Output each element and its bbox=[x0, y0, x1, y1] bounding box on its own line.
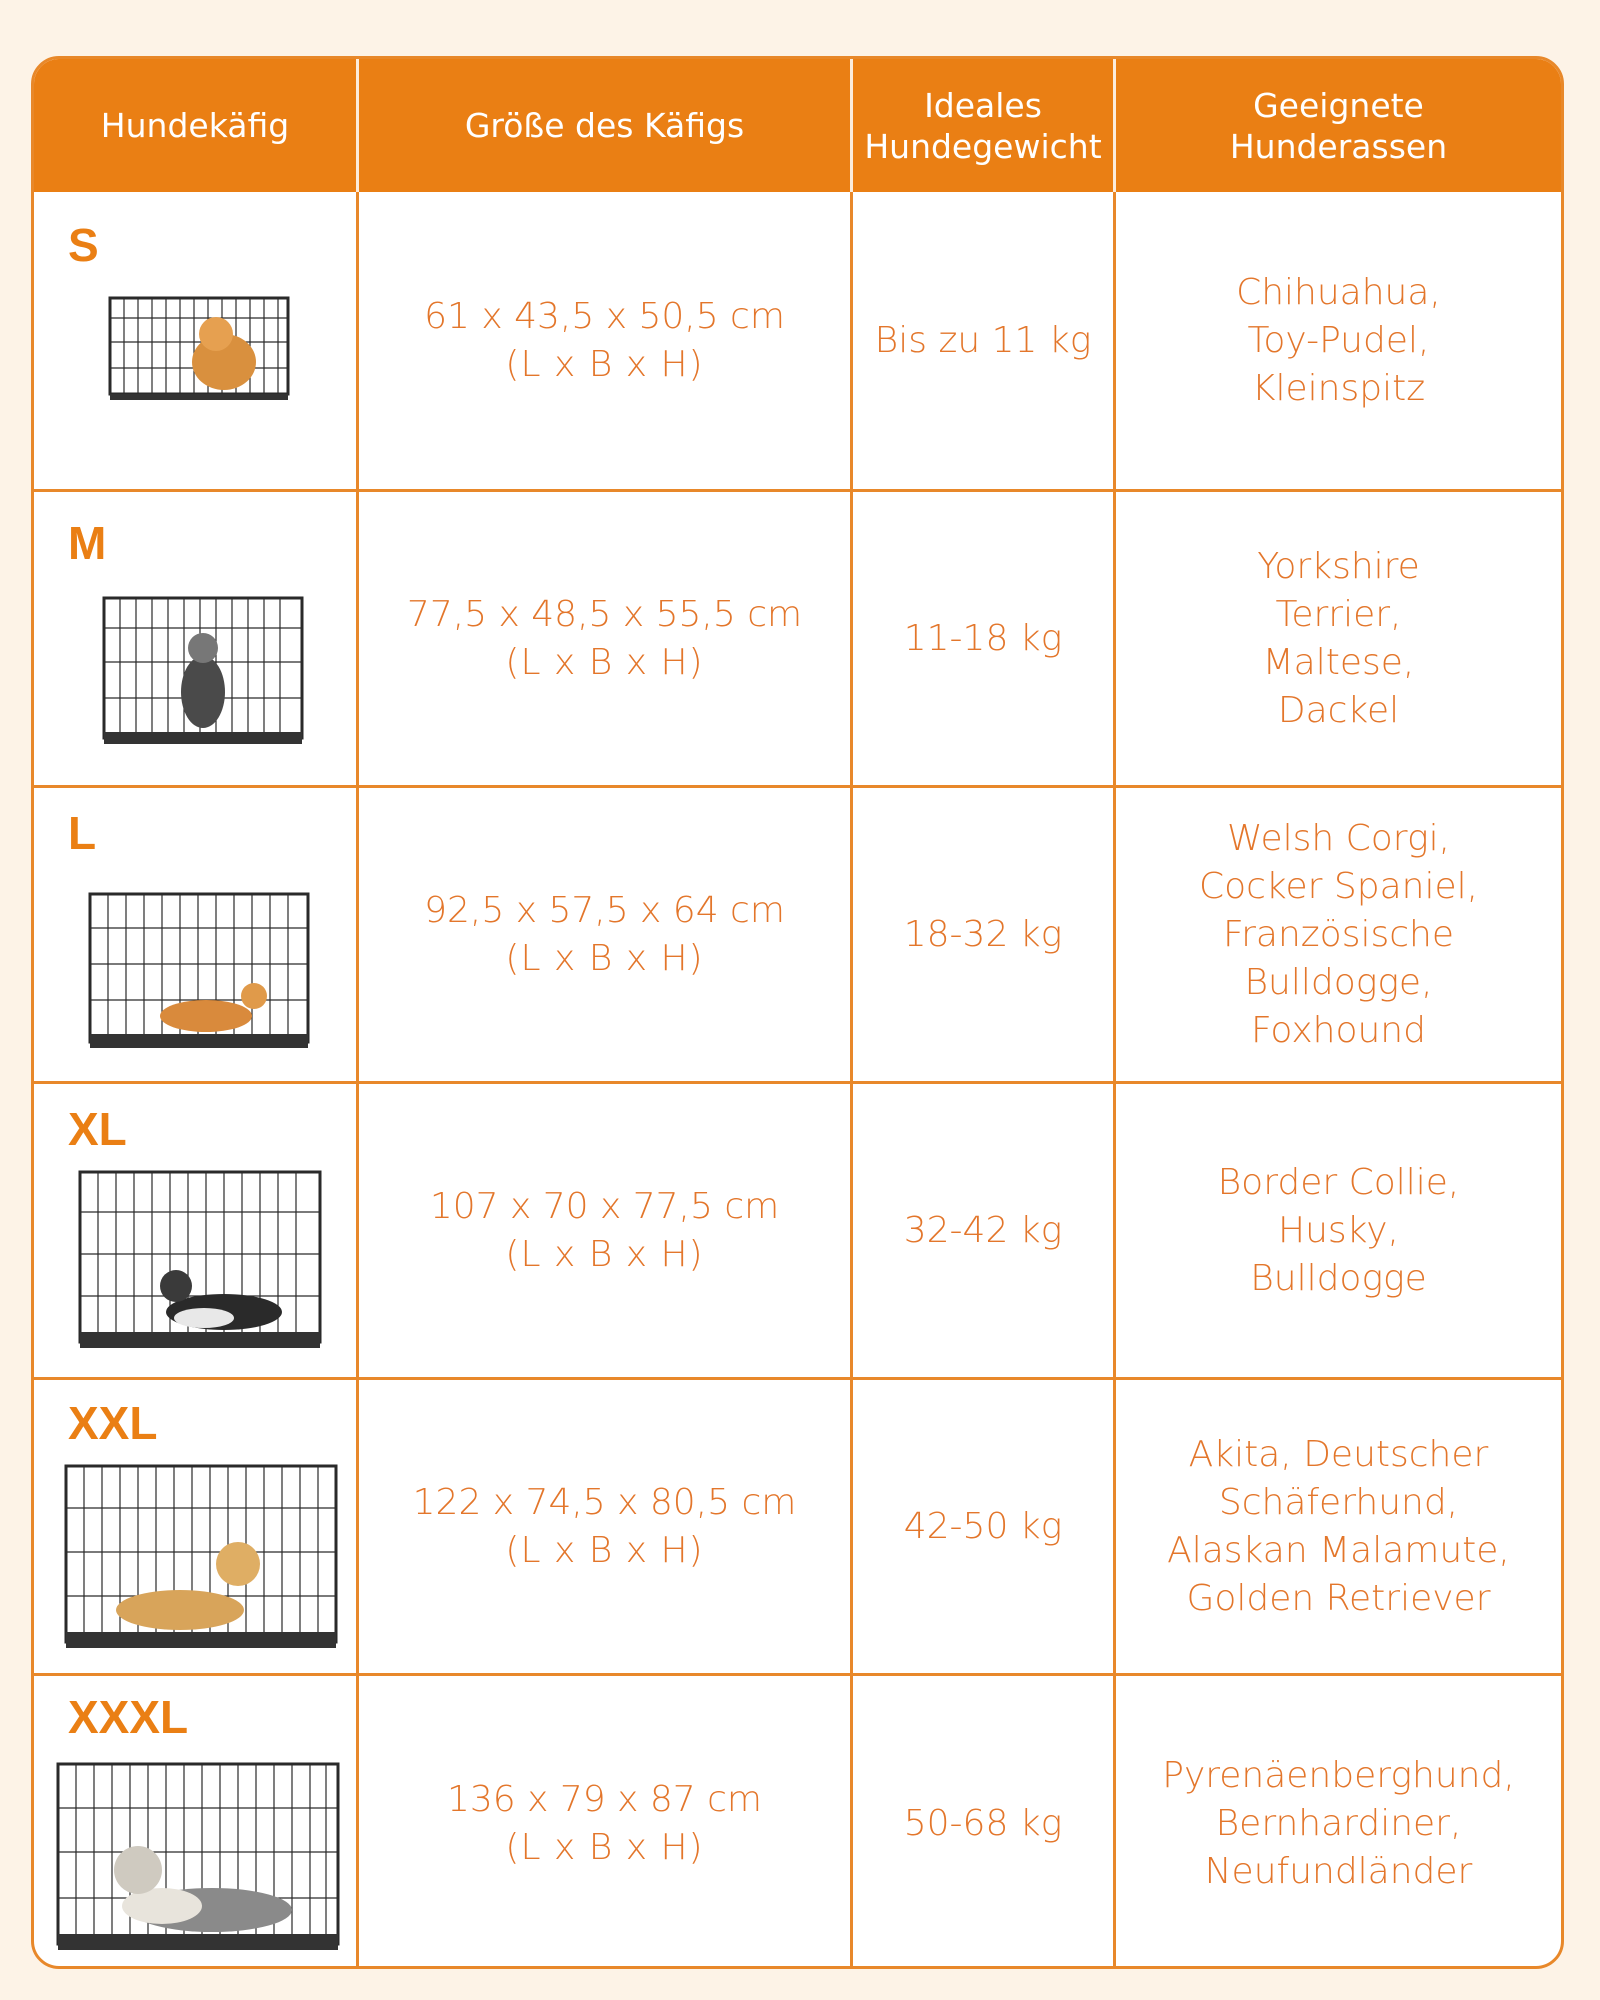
weight-cell: Bis zu 11 kg bbox=[874, 319, 1092, 361]
dimension-unit: (L x B x H) bbox=[505, 641, 704, 683]
header-cage: Hundekäfig bbox=[100, 106, 290, 145]
cage-schnauzer-icon bbox=[98, 592, 308, 756]
size-label: XL bbox=[68, 1103, 127, 1155]
size-label: XXXL bbox=[68, 1691, 189, 1743]
header-dog-breeds: Geeignete Hunderassen bbox=[1229, 85, 1448, 166]
dimension-unit: (L x B x H) bbox=[505, 937, 704, 979]
cage-size-cell bbox=[359, 192, 850, 489]
cage-dimensions: 77,5 x 48,5 x 55,5 cm bbox=[406, 593, 803, 635]
cage-corgi-icon bbox=[84, 888, 314, 1060]
cage-dimensions: 61 x 43,5 x 50,5 cm bbox=[424, 295, 785, 337]
breeds-cell: Chihuahua, Toy-Pudel, Kleinspitz bbox=[1236, 271, 1441, 409]
table-row bbox=[34, 788, 1561, 1081]
cage-size-cell bbox=[359, 492, 850, 785]
breeds-cell: Pyrenäenberghund, Bernhardiner, Neufundländer bbox=[1162, 1755, 1515, 1892]
size-table bbox=[31, 56, 1564, 1969]
cage-size-cell bbox=[359, 1676, 850, 1969]
weight-cell: 11-18 kg bbox=[903, 617, 1063, 659]
header-cage-size: Größe des Käfigs bbox=[464, 106, 745, 145]
breeds-cell: Welsh Corgi, Cocker Spaniel, Französische Bulldogge, Foxhound bbox=[1198, 817, 1479, 1051]
dimension-unit: (L x B x H) bbox=[505, 1233, 704, 1275]
weight-cell: 32-42 kg bbox=[903, 1209, 1063, 1251]
header-divider bbox=[850, 59, 853, 192]
cage-size-cell bbox=[359, 1084, 850, 1377]
table-row bbox=[34, 1676, 1561, 1969]
cage-size-cell bbox=[359, 1380, 850, 1673]
cage-pomeranian-icon bbox=[104, 292, 294, 408]
header-dog-weight: Ideales Hundegewicht bbox=[864, 85, 1102, 166]
weight-cell: 18-32 kg bbox=[903, 913, 1063, 955]
dimension-unit: (L x B x H) bbox=[505, 343, 704, 385]
header-divider bbox=[1113, 59, 1116, 192]
table-row bbox=[34, 492, 1561, 785]
table-row bbox=[34, 1380, 1561, 1673]
size-label: L bbox=[68, 807, 97, 859]
dimension-unit: (L x B x H) bbox=[505, 1529, 704, 1571]
cage-golden-retriever-icon bbox=[60, 1460, 342, 1660]
size-label: M bbox=[68, 517, 107, 569]
cage-size-cell bbox=[359, 788, 850, 1081]
table-row bbox=[34, 192, 1561, 489]
cage-dimensions: 136 x 79 x 87 cm bbox=[446, 1779, 763, 1820]
weight-cell: 50-68 kg bbox=[903, 1803, 1063, 1844]
cage-dimensions: 107 x 70 x 77,5 cm bbox=[429, 1185, 780, 1227]
breeds-cell: Border Collie, Husky, Bulldogge bbox=[1217, 1161, 1460, 1299]
cage-dimensions: 122 x 74,5 x 80,5 cm bbox=[412, 1481, 797, 1523]
breeds-cell: Akita, Deutscher Schäferhund, Alaskan Malamute, Golden Retriever bbox=[1167, 1433, 1510, 1619]
size-label: XXL bbox=[68, 1397, 158, 1449]
header-divider bbox=[356, 59, 359, 192]
cage-malamute-icon bbox=[52, 1758, 344, 1962]
size-label: S bbox=[68, 219, 99, 271]
dimension-unit: (L x B x H) bbox=[505, 1827, 704, 1868]
cage-border-collie-icon bbox=[74, 1166, 326, 1360]
weight-cell: 42-50 kg bbox=[903, 1505, 1063, 1547]
cage-dimensions: 92,5 x 57,5 x 64 cm bbox=[424, 889, 785, 931]
breeds-cell: Yorkshire Terrier, Maltese, Dackel bbox=[1257, 545, 1420, 731]
table-row bbox=[34, 1084, 1561, 1377]
table-header bbox=[34, 59, 1561, 192]
